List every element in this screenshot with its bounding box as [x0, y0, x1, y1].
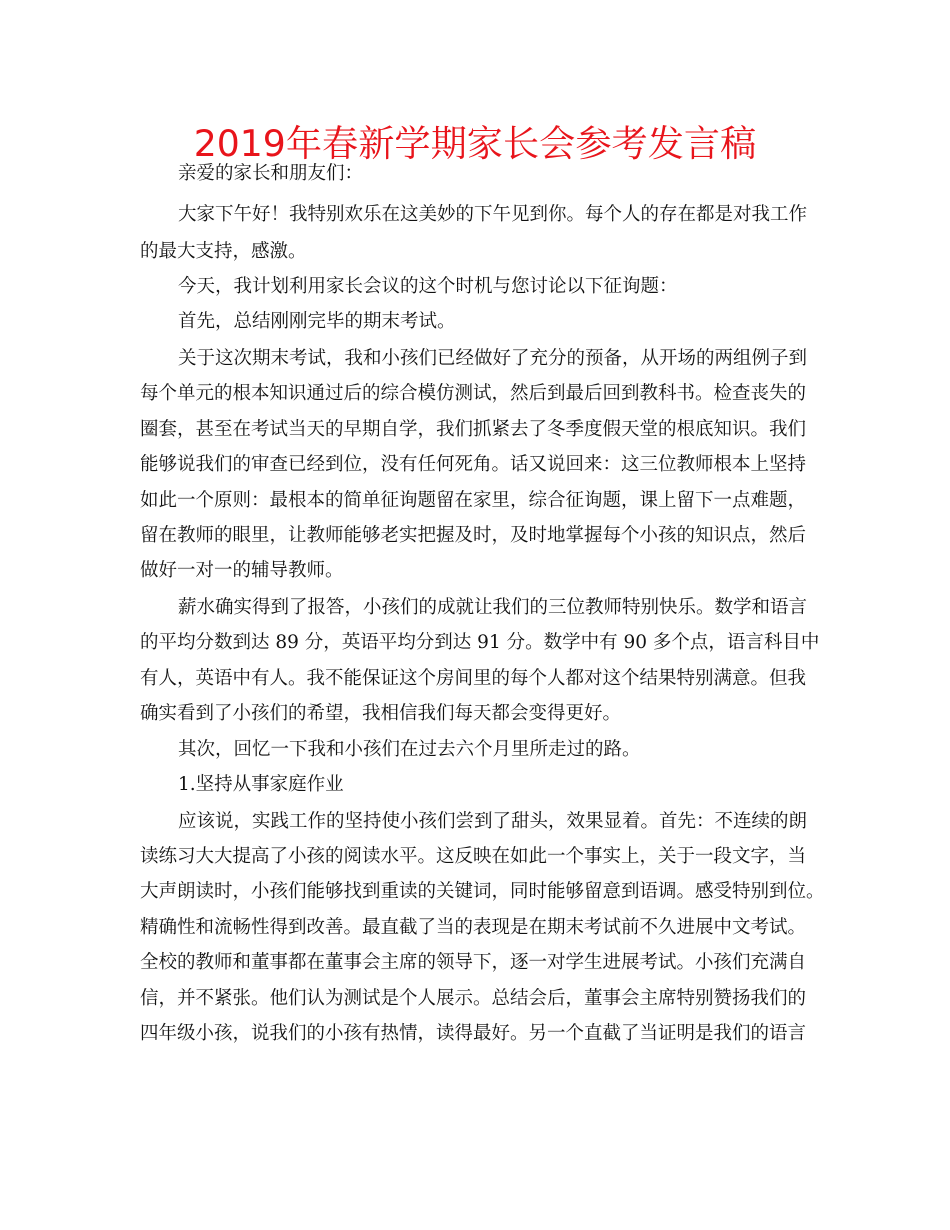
paragraph-line: 的平均分数到达 89 分，英语平均分到达 91 分。数学中有 90 多个点，语言科目中 — [140, 632, 820, 653]
paragraph-line: 圈套，甚至在考试当天的早期自学，我们抓紧去了冬季度假天堂的根底知识。我们 — [140, 419, 807, 440]
paragraph-line: 做好一对一的辅导教师。 — [140, 560, 344, 581]
paragraph-line: 如此一个原则：最根本的简单征询题留在家里，综合征询题，课上留下一点难题， — [140, 490, 807, 511]
paragraph-line: 全校的教师和董事都在董事会主席的领导下，逐一对学生进展考试。小孩们充满自 — [140, 952, 807, 973]
paragraph-line: 有人，英语中有人。我不能保证这个房间里的每个人都对这个结果特别满意。但我 — [140, 668, 807, 689]
paragraph-line: 关于这次期末考试，我和小孩们已经做好了充分的预备，从开场的两组例子到 — [178, 348, 808, 369]
paragraph-line: 确实看到了小孩们的希望，我相信我们每天都会变得更好。 — [140, 703, 622, 724]
paragraph-line: 信，并不紧张。他们认为测试是个人展示。总结会后，董事会主席特别赞扬我们的 — [140, 988, 807, 1009]
paragraph-line: 留在教师的眼里，让教师能够老实把握及时，及时地掌握每个小孩的知识点，然后 — [140, 525, 807, 546]
paragraph-line: 大家下午好！我特别欢乐在这美妙的下午见到你。每个人的存在都是对我工作 — [178, 204, 808, 225]
paragraph-line: 首先，总结刚刚完毕的期末考试。 — [178, 311, 456, 332]
paragraph-line: 读练习大大提高了小孩的阅读水平。这反映在如此一个事实上，关于一段文字，当 — [140, 846, 807, 867]
paragraph-line: 精确性和流畅性得到改善。最直截了当的表现是在期末考试前不久进展中文考试。 — [140, 917, 807, 938]
paragraph-line: 亲爱的家长和朋友们： — [178, 163, 364, 184]
document-title: 2019年春新学期家长会参考发言稿 — [193, 122, 757, 165]
paragraph-line: 每个单元的根本知识通过后的综合模仿测试，然后到最后回到教科书。检查丧失的 — [140, 383, 807, 404]
paragraph-line: 大声朗读时，小孩们能够找到重读的关键词，同时能够留意到语调。感受特别到位。 — [140, 881, 825, 902]
paragraph-line: 能够说我们的审查已经到位，没有任何死角。话又说回来：这三位教师根本上坚持 — [140, 454, 807, 475]
paragraph-line: 其次，回忆一下我和小孩们在过去六个月里所走过的路。 — [178, 739, 641, 760]
paragraph-line: 1.坚持从事家庭作业 — [178, 774, 344, 795]
paragraph-line: 薪水确实得到了报答，小孩们的成就让我们的三位教师特别快乐。数学和语言 — [178, 597, 808, 618]
paragraph-line: 今天，我计划利用家长会议的这个时机与您讨论以下征询题： — [178, 276, 678, 297]
paragraph-line: 应该说，实践工作的坚持使小孩们尝到了甜头，效果显着。首先：不连续的朗 — [178, 811, 808, 832]
paragraph-line: 四年级小孩，说我们的小孩有热情，读得最好。另一个直截了当证明是我们的语言 — [140, 1023, 807, 1044]
paragraph-line: 的最大支持，感激。 — [140, 241, 307, 262]
